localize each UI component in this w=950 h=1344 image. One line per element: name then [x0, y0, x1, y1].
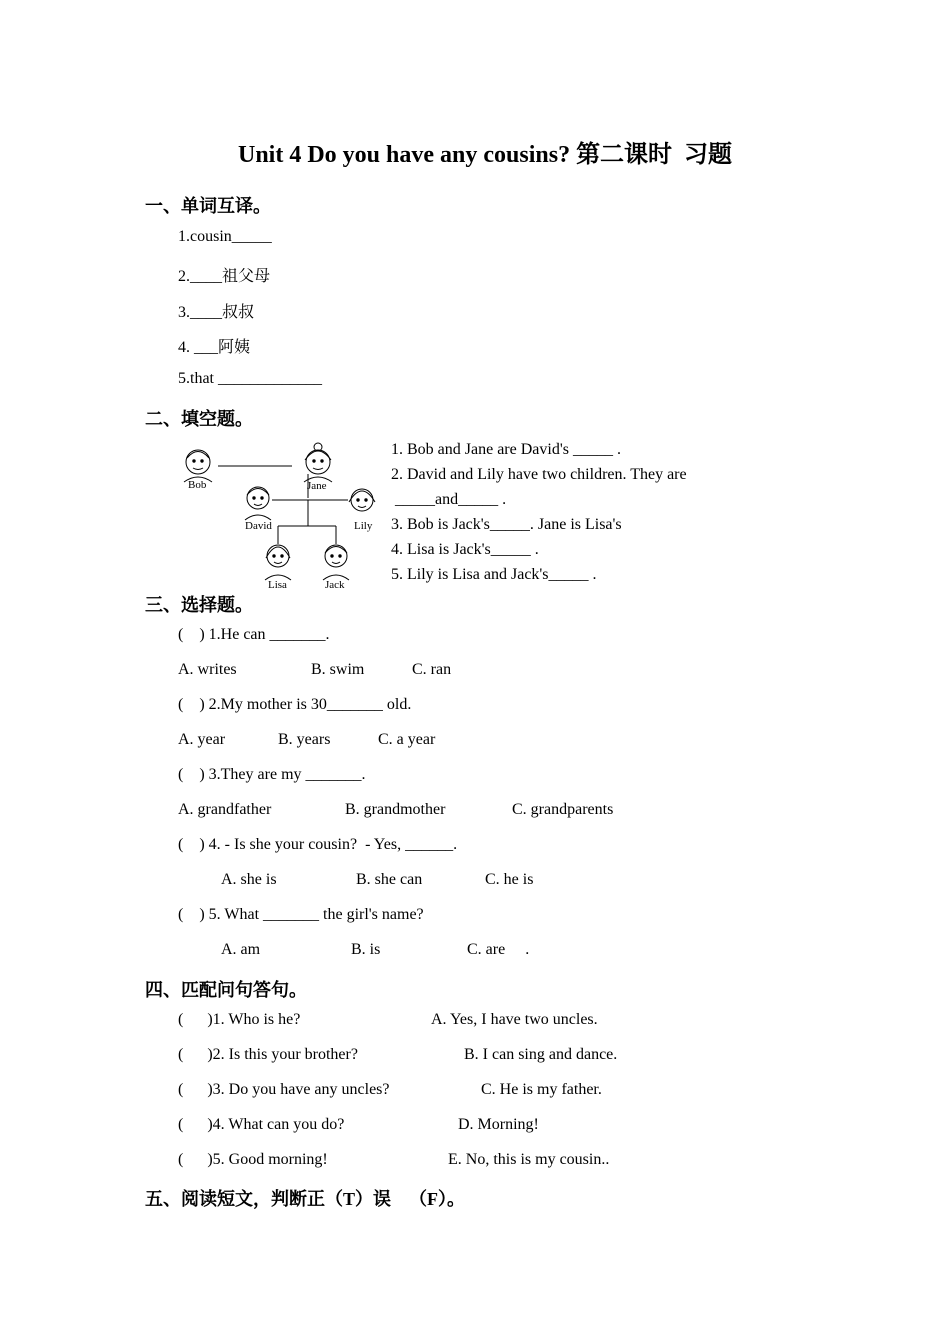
- section-4-heading: 四、匹配问句答句。: [145, 980, 307, 1000]
- match-answer-e: E. No, this is my cousin..: [448, 1151, 610, 1168]
- match-question-1: ( )1. Who is he?: [178, 1011, 301, 1028]
- choice-1-option-c: C. ran: [412, 661, 452, 678]
- grandpa-portrait: [184, 450, 212, 482]
- fill-line-2: 2. David and Lily have two children. They are: [391, 466, 687, 483]
- vocab-item-2: 2.____祖父母: [178, 268, 271, 285]
- section-2-heading: 二、填空题。: [145, 409, 253, 429]
- match-question-4: ( )4. What can you do?: [178, 1116, 345, 1133]
- choice-2-option-b: B. years: [278, 731, 331, 748]
- vocab-item-3: 3.____叔叔: [178, 304, 255, 321]
- choice-question-4: ( ) 4. - Is she your cousin? - Yes, ______.: [178, 836, 458, 853]
- section-3-heading: 三、选择题。: [145, 595, 253, 615]
- page-title: Unit 4 Do you have any cousins? 第二课时 习题: [238, 142, 733, 168]
- choice-question-1: ( ) 1.He can _______.: [178, 626, 330, 643]
- label-jack: Jack: [325, 579, 345, 588]
- match-question-3: ( )3. Do you have any uncles?: [178, 1081, 390, 1098]
- fill-line-2b: _____and_____ .: [391, 491, 507, 508]
- vocab-item-1: 1.cousin_____: [178, 228, 272, 245]
- match-answer-b: B. I can sing and dance.: [464, 1046, 618, 1063]
- label-bob: Bob: [188, 479, 207, 491]
- mother-portrait: [349, 489, 375, 511]
- fill-line-1: 1. Bob and Jane are David's _____ .: [391, 441, 621, 458]
- section-1-heading: 一、单词互译。: [145, 196, 271, 216]
- choice-3-option-c: C. grandparents: [512, 801, 614, 818]
- choice-2-option-a: A. year: [178, 731, 226, 748]
- vocab-item-5: 5.that _____________: [178, 370, 322, 387]
- match-answer-a: A. Yes, I have two uncles.: [431, 1011, 598, 1028]
- fill-line-4: 4. Lisa is Jack's_____ .: [391, 541, 539, 558]
- match-answer-d: D. Morning!: [458, 1116, 539, 1133]
- choice-5-option-b: B. is: [351, 941, 381, 958]
- fill-line-5: 5. Lily is Lisa and Jack's_____ .: [391, 566, 597, 583]
- choice-5-option-a: A. am: [221, 941, 261, 958]
- choice-4-option-a: A. she is: [221, 871, 277, 888]
- choice-5-option-c: C. are .: [467, 941, 530, 958]
- label-david: David: [245, 520, 272, 532]
- choice-3-option-b: B. grandmother: [345, 801, 446, 818]
- choice-question-3: ( ) 3.They are my _______.: [178, 766, 366, 783]
- label-lisa: Lisa: [268, 579, 287, 588]
- label-jane: Jane: [307, 480, 327, 492]
- choice-4-option-b: B. she can: [356, 871, 423, 888]
- family-tree-figure: [178, 440, 378, 588]
- fill-line-3: 3. Bob is Jack's_____. Jane is Lisa's: [391, 516, 622, 533]
- son-portrait: [323, 545, 349, 580]
- choice-question-5: ( ) 5. What _______ the girl's name?: [178, 906, 424, 923]
- choice-question-2: ( ) 2.My mother is 30_______ old.: [178, 696, 412, 713]
- match-question-5: ( )5. Good morning!: [178, 1151, 328, 1168]
- choice-3-option-a: A. grandfather: [178, 801, 272, 818]
- match-question-2: ( )2. Is this your brother?: [178, 1046, 358, 1063]
- choice-4-option-c: C. he is: [485, 871, 534, 888]
- match-answer-c: C. He is my father.: [481, 1081, 602, 1098]
- section-5-heading: 五、阅读短文，判断正（T）误 （F）。: [145, 1189, 465, 1209]
- vocab-item-4: 4. ___阿姨: [178, 339, 251, 356]
- father-portrait: [245, 487, 271, 520]
- label-lily: Lily: [354, 520, 373, 532]
- daughter-portrait: [265, 545, 291, 580]
- choice-2-option-c: C. a year: [378, 731, 436, 748]
- choice-1-option-b: B. swim: [311, 661, 365, 678]
- choice-1-option-a: A. writes: [178, 661, 237, 678]
